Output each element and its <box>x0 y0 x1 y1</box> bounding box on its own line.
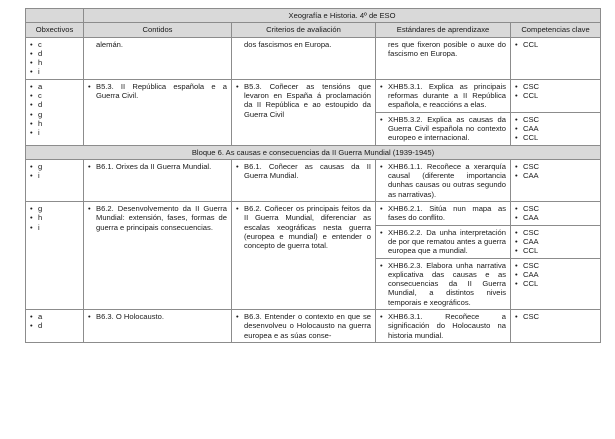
header-contents: Contidos <box>84 23 232 37</box>
standard-text: XHB5.3.1. Explica as principais reformas durante a II República española, e reaccións a elas. <box>388 81 506 110</box>
standard-cell: • XHB5.3.2. Explica as causas da Guerra Civil española no contexto europeo e internacional. <box>376 112 511 145</box>
objective-item: • h <box>30 213 79 222</box>
header-competences: Competencias clave <box>511 23 601 37</box>
header-standards: Estándares de aprendizaxe <box>376 23 511 37</box>
criterion-text: B6.2. Coñecer os principais feitos da II Guerra Mundial, diferenciar as escalas xeográficas nesta guerra (europea e mundial) e entender o concepto de guerra total. <box>244 204 371 251</box>
competence-item: • CAA <box>515 237 596 246</box>
curriculum-table <box>25 8 601 343</box>
criterion-text: B5.3. Coñecer as tensións que levaron en España á proclamación da II República e ao estoupido da Guerra Civil <box>244 81 371 119</box>
standard-cell: • XHB6.2.2. Da unha interpretación de por que rematou antes a guerra europea que a mundial. <box>376 225 511 258</box>
block-heading: Bloque 6. As causas e consecuencias da II Guerra Mundial (1939-1945) <box>26 145 601 159</box>
objectives-cell <box>26 310 84 343</box>
competence-item: • CAA <box>515 171 596 180</box>
competence-item: • CSC <box>515 115 596 124</box>
standard-cell <box>376 37 511 79</box>
standard-text: XHB6.2.2. Da unha interpretación de por que rematou antes a guerra europea que a mundial. <box>388 227 506 256</box>
standard-text: XHB6.2.1. Sitúa nun mapa as fases do conflito. <box>388 204 506 223</box>
standard-text: res que fixeron posible o auxe do fascismo en Europa. <box>388 39 506 58</box>
content-cell <box>84 37 232 79</box>
competences-cell <box>511 37 601 79</box>
standard-text: XHB6.2.3. Elabora unha narrativa explicativa das causas e as consecuencias da II Guerra Mundial, a distintos niveis temporais e xeográficos. <box>388 260 506 307</box>
competence-item: • CCL <box>515 133 596 142</box>
competences-cell <box>511 202 601 226</box>
competence-item: • CSC <box>515 204 596 213</box>
competence-item: • CCL <box>515 279 596 288</box>
objective-item: • g <box>30 204 79 213</box>
standard-cell: • XHB6.2.1. Sitúa nun mapa as fases do conflito. <box>376 202 511 226</box>
competence-item: • CSC <box>515 82 596 91</box>
content-cell: • B6.1. Orixes da II Guerra Mundial. <box>84 159 232 201</box>
competence-item: • CAA <box>515 270 596 279</box>
competence-item: • CCL <box>515 91 596 100</box>
content-text: B5.3. II República española e a Guerra Civil. <box>96 81 227 101</box>
objective-item: • g <box>30 110 79 119</box>
competences-cell <box>511 225 601 258</box>
table-title: Xeografía e Historia. 4º de ESO <box>84 9 601 23</box>
table-row <box>26 202 601 226</box>
table-row <box>26 310 601 343</box>
criterion-text: B6.1. Coñecer as causas da II Guerra Mundial. <box>244 161 371 181</box>
block-row <box>26 145 601 159</box>
standard-cell: • XHB6.2.3. Elabora unha narrativa explicativa das causas e as consecuencias da II Guerra Mundial, a distintos niveis temporais e xeográficos. <box>376 258 511 309</box>
competences-cell <box>511 79 601 112</box>
objective-item: • g <box>30 162 79 171</box>
header-criteria: Criterios de avaliación <box>232 23 376 37</box>
content-text: B6.3. O Holocausto. <box>96 312 164 322</box>
header-objectives: Obxectivos <box>26 23 84 37</box>
criterion-cell: • B6.3. Entender o contexto en que se desenvolveu o Holocausto na guerra europea e as súas conse- <box>232 310 376 343</box>
competences-cell <box>511 112 601 145</box>
objective-item: • d <box>30 321 79 330</box>
content-text: B6.1. Orixes da II Guerra Mundial. <box>96 161 212 171</box>
objective-item: • h <box>30 119 79 128</box>
table-row <box>26 37 601 79</box>
corner-cell <box>26 9 84 23</box>
standard-text: XHB5.3.2. Explica as causas da Guerra Civil española no contexto europeo e internacional. <box>388 114 506 143</box>
objective-item: • i <box>30 128 79 137</box>
standard-cell: • XHB5.3.1. Explica as principais reformas durante a II República española, e reaccións a elas. <box>376 79 511 112</box>
criterion-cell: • B5.3. Coñecer as tensións que levaron en España á proclamación da II República e ao estoupido da Guerra Civil <box>232 79 376 145</box>
content-cell: • B5.3. II República española e a Guerra Civil. <box>84 79 232 145</box>
competence-item: • CCL <box>515 246 596 255</box>
standard-text: XHB6.3.1. Recoñece a significación do Holocausto na historia mundial. <box>388 312 506 340</box>
competence-item: • CSC <box>515 312 596 321</box>
objective-item: • a <box>30 82 79 91</box>
competence-item: • CAA <box>515 124 596 133</box>
objective-item: • i <box>30 67 79 76</box>
criterion-cell: • B6.2. Coñecer os principais feitos da II Guerra Mundial, diferenciar as escalas xeográficas nesta guerra (europea e mundial) e entender o concepto de guerra total. <box>232 202 376 310</box>
objective-item: • c <box>30 91 79 100</box>
table-row <box>26 159 601 201</box>
standard-text: XHB6.1.1. Recoñece a xerarquía causal (diferente importancia dunhas causas ou outras segundo as narrativas). <box>388 161 506 199</box>
criterion-text: B6.3. Entender o contexto en que se desenvolveu o Holocausto na guerra europea e as súas conse- <box>244 312 371 340</box>
criterion-text: dos fascismos en Europa. <box>244 39 332 49</box>
competence-item: • CCL <box>515 40 596 49</box>
content-text: alemán. <box>96 39 124 49</box>
objective-item: • i <box>30 223 79 232</box>
objective-item: • d <box>30 49 79 58</box>
objective-item: • h <box>30 58 79 67</box>
criterion-cell: • B6.1. Coñecer as causas da II Guerra Mundial. <box>232 159 376 201</box>
standard-cell: • XHB6.1.1. Recoñece a xerarquía causal (diferente importancia dunhas causas ou outras segundo as narrativas). <box>376 159 511 201</box>
objectives-cell <box>26 79 84 145</box>
objective-item: • a <box>30 312 79 321</box>
objectives-cell <box>26 159 84 201</box>
competence-item: • CAA <box>515 213 596 222</box>
competences-cell <box>511 310 601 343</box>
objective-item: • c <box>30 40 79 49</box>
standard-cell: • XHB6.3.1. Recoñece a significación do Holocausto na historia mundial. <box>376 310 511 343</box>
content-cell: • B6.3. O Holocausto. <box>84 310 232 343</box>
competences-cell <box>511 159 601 201</box>
content-text: B6.2. Desenvolvemento da II Guerra Mundial: extensión, fases, formas de guerra e principais consecuencias. <box>96 204 227 232</box>
competence-item: • CSC <box>515 162 596 171</box>
competences-cell <box>511 258 601 309</box>
objectives-cell <box>26 37 84 79</box>
objective-item: • d <box>30 100 79 109</box>
competence-item: • CSC <box>515 261 596 270</box>
competence-item: • CSC <box>515 228 596 237</box>
objectives-cell <box>26 202 84 310</box>
content-cell: • B6.2. Desenvolvemento da II Guerra Mundial: extensión, fases, formas de guerra e principais consecuencias. <box>84 202 232 310</box>
criterion-cell <box>232 37 376 79</box>
table-row <box>26 79 601 112</box>
objective-item: • i <box>30 171 79 180</box>
